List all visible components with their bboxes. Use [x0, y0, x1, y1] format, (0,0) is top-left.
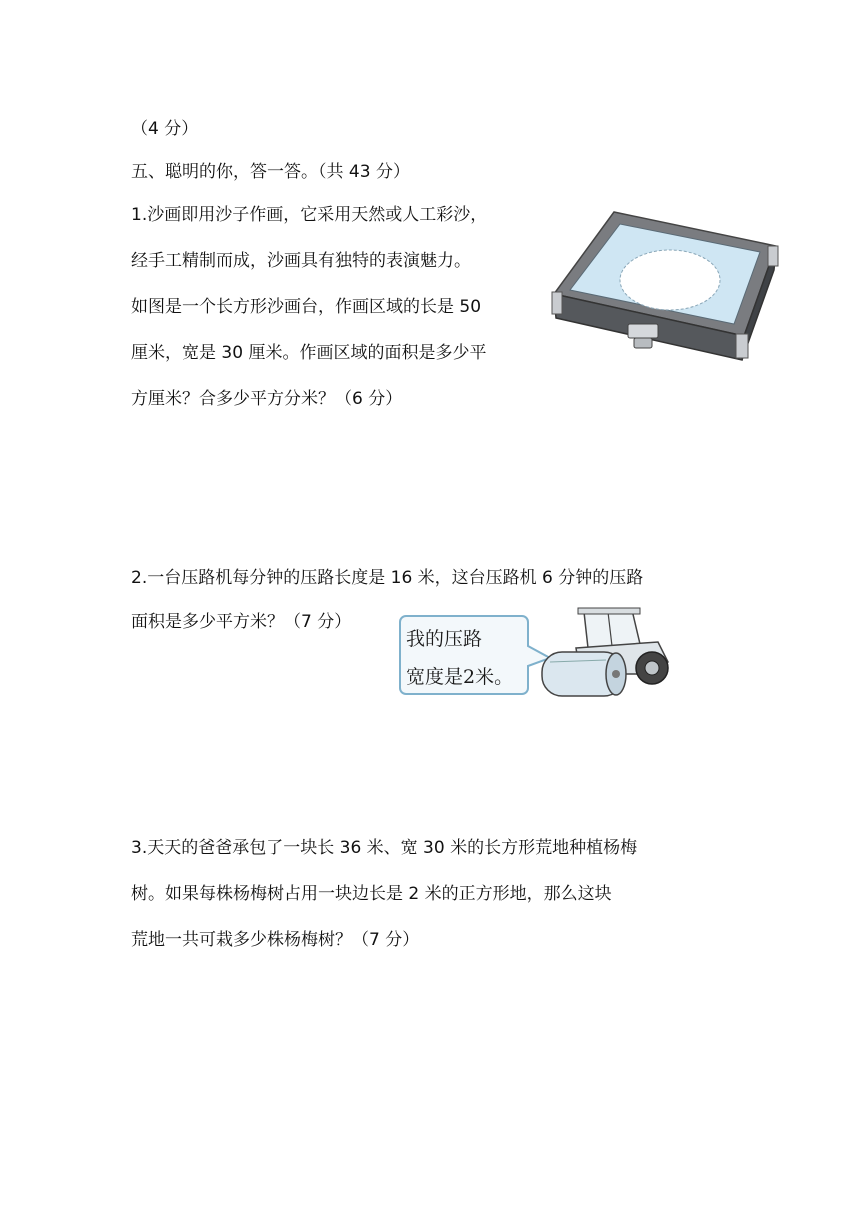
- question-1-line: 方厘米？合多少平方分米？（6 分）: [131, 389, 403, 409]
- sand-table-icon: [548, 206, 780, 362]
- road-roller-icon: [540, 604, 674, 702]
- question-1-line: 经手工精制而成，沙画具有独特的表演魅力。: [131, 251, 471, 271]
- question-3-line: 3.天天的爸爸承包了一块长 36 米、宽 30 米的长方形荒地种植杨梅: [131, 838, 638, 858]
- question-1-line: 1.沙画即用沙子作画，它采用天然或人工彩沙，: [131, 205, 488, 225]
- previous-question-score: （4 分）: [131, 119, 199, 139]
- section-title: 五、聪明的你，答一答。（共 43 分）: [131, 162, 410, 182]
- question-2-line: 2.一台压路机每分钟的压路长度是 16 米，这台压路机 6 分钟的压路: [131, 568, 644, 588]
- question-1-line: 如图是一个长方形沙画台，作画区域的长是 50: [131, 297, 482, 317]
- question-2-line: 面积是多少平方米？（7 分）: [131, 612, 352, 632]
- speech-bubble-line: 宽度是2米。: [406, 666, 514, 688]
- speech-bubble-line: 我的压路: [406, 628, 483, 650]
- question-1-line: 厘米，宽是 30 厘米。作画区域的面积是多少平: [131, 343, 487, 363]
- question-3-line: 树。如果每株杨梅树占用一块边长是 2 米的正方形地，那么这块: [131, 884, 612, 904]
- question-3-line: 荒地一共可栽多少株杨梅树？（7 分）: [131, 930, 420, 950]
